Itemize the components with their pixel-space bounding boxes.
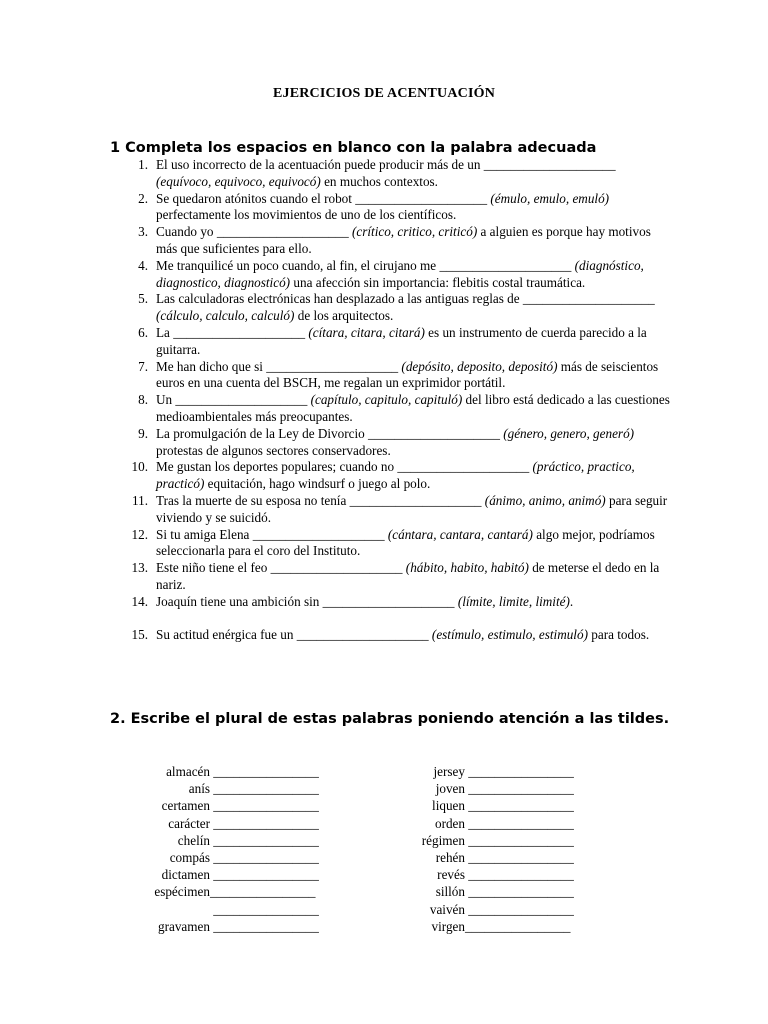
answer-blank: ____________________ [175,392,308,408]
answer-line: ________________ [465,901,574,917]
item-number: 3. [138,224,148,240]
plural-word: jersey [433,764,465,779]
item-options: (cítara, citara, citará) [308,324,425,340]
answer-line: ________________ [210,884,316,900]
plural-word: dictamen [161,867,210,883]
item-text-after: de meterse el dedo en la nariz. [156,560,660,592]
item-options: (crítico, critico, criticó) [351,224,478,240]
plural-word: carácter [168,815,210,831]
item-text-after: protestas de algunos sectores conservadores. [156,442,391,458]
plural-row [140,815,319,832]
exercise-item [110,426,670,460]
item-text: Un [156,392,176,408]
item-text-after: algo mejor, podríamos seleccionarla para el coro del Instituto. [156,526,655,559]
item-number: 6. [138,324,148,340]
answer-line: ________________ [465,884,574,900]
plural-row [395,815,574,832]
answer-line: ________________ [465,832,574,848]
item-options: (estímulo, estimulo, estimuló) [431,626,588,642]
item-text: Se quedaron atónitos cuando el robot [156,190,356,206]
item-text: Este niño tiene el feo [156,560,271,576]
item-options: (cálculo, calculo, calculó) [156,308,295,324]
item-text: El uso incorrecto de la acentuación puede producir más de un [156,157,484,172]
plural-row [140,780,319,797]
item-options: (ánimo, animo, animó) [484,492,606,508]
section-1-heading: 1 Completa los espacios en blanco con la palabra adecuada [110,140,597,156]
answer-line: ________________ [465,781,574,797]
answer-line: ________________ [210,867,319,883]
item-number: 7. [138,358,148,374]
answer-blank: ____________________ [439,257,572,273]
plural-row [140,763,319,780]
item-options: (depósito, deposito, depositó) [401,358,558,374]
item-text-after: equitación, hago windsurf o juego al polo. [204,476,431,492]
plural-word: anís [188,781,210,797]
document-title: EJERCICIOS DE ACENTUACIÓN [272,86,496,101]
plural-word: gravamen [158,918,210,934]
exercise-item [110,191,670,225]
plural-word: régimen [421,832,465,848]
answer-line: ________________ [465,918,571,934]
exercise-item [110,493,670,527]
exercise-item [110,627,670,644]
plural-row [395,849,574,866]
answer-blank: ____________________ [355,190,488,206]
plural-word: vaivén [429,901,465,917]
plural-words-right-column [395,763,574,935]
plural-row [395,883,574,900]
item-text-after: del libro está dedicado a las cuestiones medioambientales más preocupantes. [156,392,670,424]
plural-word: espécimen [154,884,210,900]
item-number: 14. [131,593,148,609]
item-options: (cántara, cantara, cantará) [387,526,533,542]
plural-row [395,797,574,814]
item-text: Me tranquilicé un poco cuando, al fin, el cirujano me [156,257,440,273]
answer-line: ________________ [210,781,319,797]
item-text: Si tu amiga Elena [156,526,253,542]
item-number: 12. [131,526,148,542]
item-number: 15. [131,626,148,642]
answer-line: ________________ [210,849,319,865]
answer-blank: ____________________ [270,560,403,576]
answer-line: ________________ [210,918,319,934]
exercise-item [110,325,670,359]
item-text: La promulgación de la Ley de Divorcio [156,425,369,441]
plural-row [140,866,319,883]
item-number: 5. [138,291,148,307]
plural-word: virgen [431,918,465,934]
plural-word: certamen [161,798,210,814]
item-options: (límite, limite, limité) [457,593,570,609]
answer-blank: ____________________ [296,626,429,642]
plural-row [140,832,319,849]
plural-row [140,918,319,935]
exercise-item [110,291,670,325]
item-number: 10. [131,459,148,475]
exercise-item [110,392,670,426]
item-number: 9. [138,425,148,441]
item-text: Las calculadoras electrónicas han desplazado a las antiguas reglas de [156,291,523,307]
answer-line: ________________ [465,798,574,814]
exercise-item [110,459,670,493]
plural-row [140,901,319,918]
plural-row [140,883,319,900]
item-text-after: a alguien es porque hay motivos más que suficientes para ello. [156,224,651,256]
answer-blank: ____________________ [252,526,385,542]
item-text-after: . [569,593,574,609]
answer-line: ________________ [465,849,574,865]
answer-line: ________________ [210,798,319,814]
item-number: 1. [138,157,148,172]
answer-line: ________________ [210,832,319,848]
item-text: La [156,324,174,340]
answer-line: ________________ [210,815,319,831]
plural-word: almacén [166,764,210,779]
item-options: (émulo, emulo, emuló) [490,190,610,206]
exercise-item [110,560,670,594]
answer-line: ________________ [210,901,319,917]
item-text-after: es un instrumento de cuerda parecido a la guitarra. [156,324,647,357]
answer-blank: ____________________ [266,358,399,374]
plural-row [395,832,574,849]
plural-word: revés [437,867,465,883]
item-text: Tras la muerte de su esposa no tenía [156,492,350,508]
exercise-item [110,224,670,258]
item-options: (capítulo, capitulo, capituló) [310,392,463,408]
plural-word: sillón [435,884,465,900]
item-text-after: perfectamente los movimientos de uno de los científicos. [156,207,457,223]
plural-word: rehén [435,849,465,865]
exercise-item [110,527,670,561]
item-text-after: una afección sin importancia: flebitis costal traumática. [290,274,586,290]
item-text-after: de los arquitectos. [294,308,394,324]
item-options: (diagnóstico, diagnostico, diagnosticó) [156,257,644,290]
answer-blank: ____________________ [522,291,655,307]
exercise-list [110,157,670,643]
answer-blank: ____________________ [216,224,349,240]
answer-line: ________________ [210,764,319,779]
plural-row [140,797,319,814]
answer-line: ________________ [465,867,574,883]
item-number: 2. [138,190,148,206]
item-text: Cuando yo [156,224,217,240]
plural-row [395,780,574,797]
item-number: 4. [138,257,148,273]
item-number: 11. [132,492,148,508]
item-text-after: en muchos contextos. [320,173,438,189]
item-text: Me gustan los deportes populares; cuando no [156,459,398,475]
item-text: Me han dicho que si [156,358,267,374]
plural-row [140,849,319,866]
item-number: 8. [138,392,148,408]
answer-line: ________________ [465,764,574,779]
plural-word: liquen [432,798,465,814]
plural-word: joven [435,781,465,797]
item-text-after: para seguir viviendo y se suicidó. [156,492,668,525]
answer-blank: ____________________ [322,593,455,609]
section-2-heading: 2. Escribe el plural de estas palabras poniendo atención a las tildes. [110,711,670,727]
plural-row [395,763,574,780]
plural-row [395,866,574,883]
exercise-item [110,594,670,611]
item-options: (equívoco, equivoco, equivocó) [156,173,321,189]
item-text: Su actitud enérgica fue un [156,626,297,642]
answer-blank: ____________________ [349,492,482,508]
plural-row [395,918,574,935]
item-options: (práctico, practico, practicó) [156,459,635,492]
plural-word: chelín [177,832,210,848]
answer-blank: ____________________ [368,425,500,441]
answer-line: ________________ [465,815,574,831]
plural-word [140,901,210,918]
exercise-item [110,157,670,191]
plural-row [395,901,574,918]
exercise-item [110,359,670,393]
item-options: (género, genero, generó) [503,425,635,441]
plural-word: compás [169,849,210,865]
item-text-after: más de seiscientos euros en una cuenta del BSCH, me regalan un exprimidor portátil. [156,358,659,391]
item-number: 13. [131,560,148,576]
answer-blank: ____________________ [483,157,616,172]
plural-word: orden [434,815,465,831]
answer-blank: ____________________ [397,459,530,475]
answer-blank: ____________________ [173,324,306,340]
exercise-item [110,258,670,292]
plural-words-left-column [140,763,319,935]
item-text-after: para todos. [587,626,650,642]
item-options: (hábito, habito, habitó) [405,560,529,576]
item-text: Joaquín tiene una ambición sin [156,593,323,609]
